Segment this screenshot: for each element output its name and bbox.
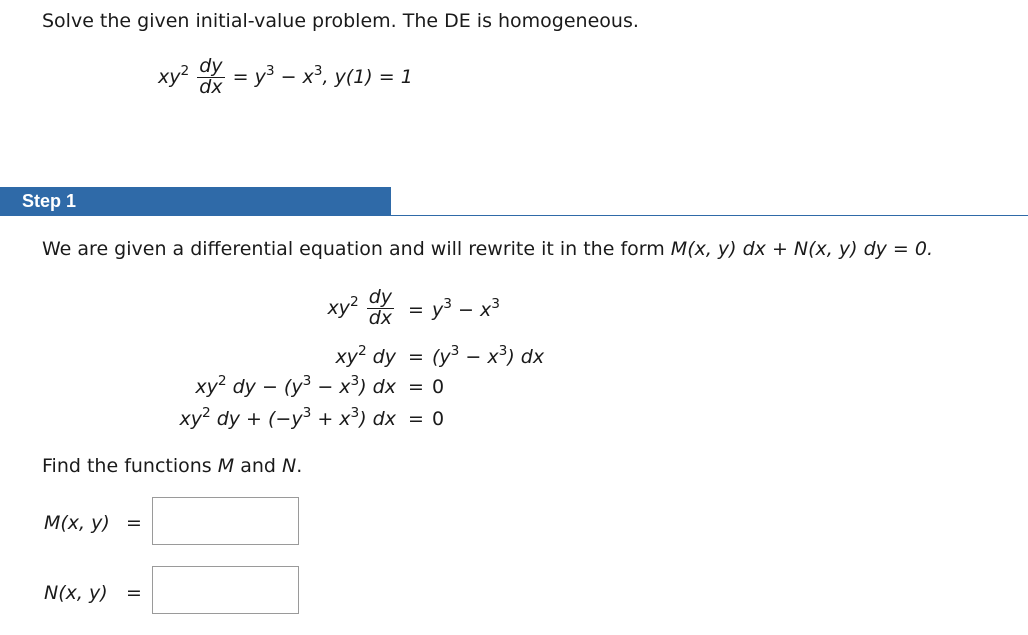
- intro-text: We are given a differential equation and will rewrite it in the form: [42, 238, 671, 260]
- problem-instruction: Solve the given initial-value problem. The DE is homogeneous.: [42, 10, 639, 32]
- eq4-rhs: 0: [432, 408, 445, 430]
- step-intro: [42, 238, 933, 260]
- problem-equation: [158, 57, 413, 98]
- eq4-equals: =: [408, 408, 424, 430]
- eq1-lhs-base: xy: [327, 296, 350, 319]
- eq4-lhs: $xy^2$ dy + $(-y^3 + x^3)$ dx: [179, 405, 396, 430]
- dy-dx-fraction: [197, 57, 224, 98]
- eq1-lhs-exp: 2: [349, 294, 359, 311]
- intro-form: M(x, y) dx + N(x, y) dy = 0.: [670, 238, 934, 260]
- eq2-lhs: $xy^2$ dy: [335, 343, 396, 368]
- eq-rhs-b: − x: [274, 65, 314, 88]
- eq-rhs-a-exp: 3: [265, 63, 275, 80]
- eq-lhs-exp: 2: [180, 63, 190, 80]
- n-answer-input[interactable]: [152, 566, 299, 614]
- eq-rhs-c: , y(1) = 1: [322, 65, 413, 88]
- n-label: N(x, y): [44, 582, 108, 604]
- eq1-equals: =: [408, 299, 424, 321]
- eq2-rhs: $(y^3 - x^3)$ dx: [432, 343, 545, 368]
- eq2-equals: =: [408, 346, 424, 368]
- frac-numerator: dy: [199, 55, 223, 77]
- eq1-numerator: dy: [368, 286, 392, 308]
- eq-lhs-base: xy: [158, 65, 181, 88]
- eq3-lhs: $xy^2$ dy − $(y^3 - x^3)$ dx: [195, 373, 396, 398]
- m-answer-input[interactable]: [152, 497, 299, 545]
- eq3-rhs: 0: [432, 376, 445, 398]
- m-equals: =: [126, 512, 142, 534]
- eq1-lhs: [327, 288, 396, 329]
- eq-rhs-a: = y: [232, 65, 266, 88]
- n-equals: =: [126, 582, 142, 604]
- find-prompt: Find the functions M and N.: [42, 455, 303, 477]
- step-divider: [391, 215, 1028, 216]
- eq1-rhs: $y^3 - x^3$: [432, 296, 500, 321]
- frac-denominator: dx: [199, 75, 223, 98]
- eq1-denominator: dx: [368, 306, 392, 329]
- eq3-equals: =: [408, 376, 424, 398]
- eq-rhs-b-exp: 3: [313, 63, 323, 80]
- eq1-fraction: [367, 288, 394, 329]
- m-label: M(x, y): [44, 512, 110, 534]
- equation-row-4: [0, 405, 1028, 448]
- step-header: Step 1: [0, 187, 391, 216]
- equation-row-1: [0, 288, 1028, 328]
